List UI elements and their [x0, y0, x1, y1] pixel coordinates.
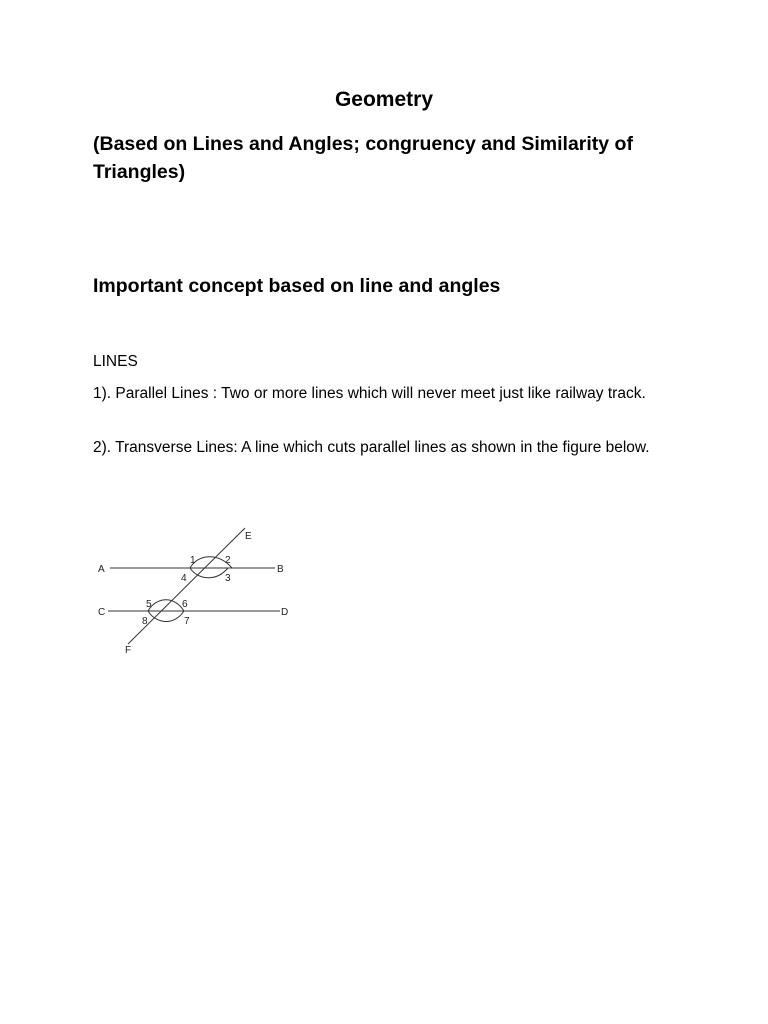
- angle-arc-lower-bottom: [148, 611, 184, 622]
- label-c: C: [98, 607, 106, 618]
- angle-label-6: 6: [182, 599, 188, 610]
- angle-label-3: 3: [225, 573, 231, 584]
- angle-label-7: 7: [184, 616, 190, 627]
- label-d: D: [281, 607, 289, 618]
- angle-label-8: 8: [142, 616, 148, 627]
- paragraph-transverse-lines: 2). Transverse Lines: A line which cuts parallel lines as shown in the figure below.: [93, 439, 650, 456]
- section-heading: Important concept based on line and angles: [93, 275, 501, 297]
- angle-label-5: 5: [146, 599, 152, 610]
- label-f: F: [125, 645, 132, 656]
- angle-label-4: 4: [181, 573, 187, 584]
- angle-label-1: 1: [190, 555, 196, 566]
- page-subtitle: (Based on Lines and Angles; congruency and Similarity of Triangles): [93, 133, 633, 183]
- transversal-figure: [90, 522, 300, 657]
- label-a: A: [98, 564, 105, 575]
- label-b: B: [277, 564, 284, 575]
- angle-label-2: 2: [225, 555, 231, 566]
- lines-label: LINES: [93, 353, 138, 370]
- angle-arc-lower-top: [148, 600, 184, 611]
- page-title: Geometry: [334, 88, 434, 111]
- paragraph-parallel-lines: 1). Parallel Lines : Two or more lines which will never meet just like railway track.: [93, 385, 646, 402]
- label-e: E: [245, 531, 252, 542]
